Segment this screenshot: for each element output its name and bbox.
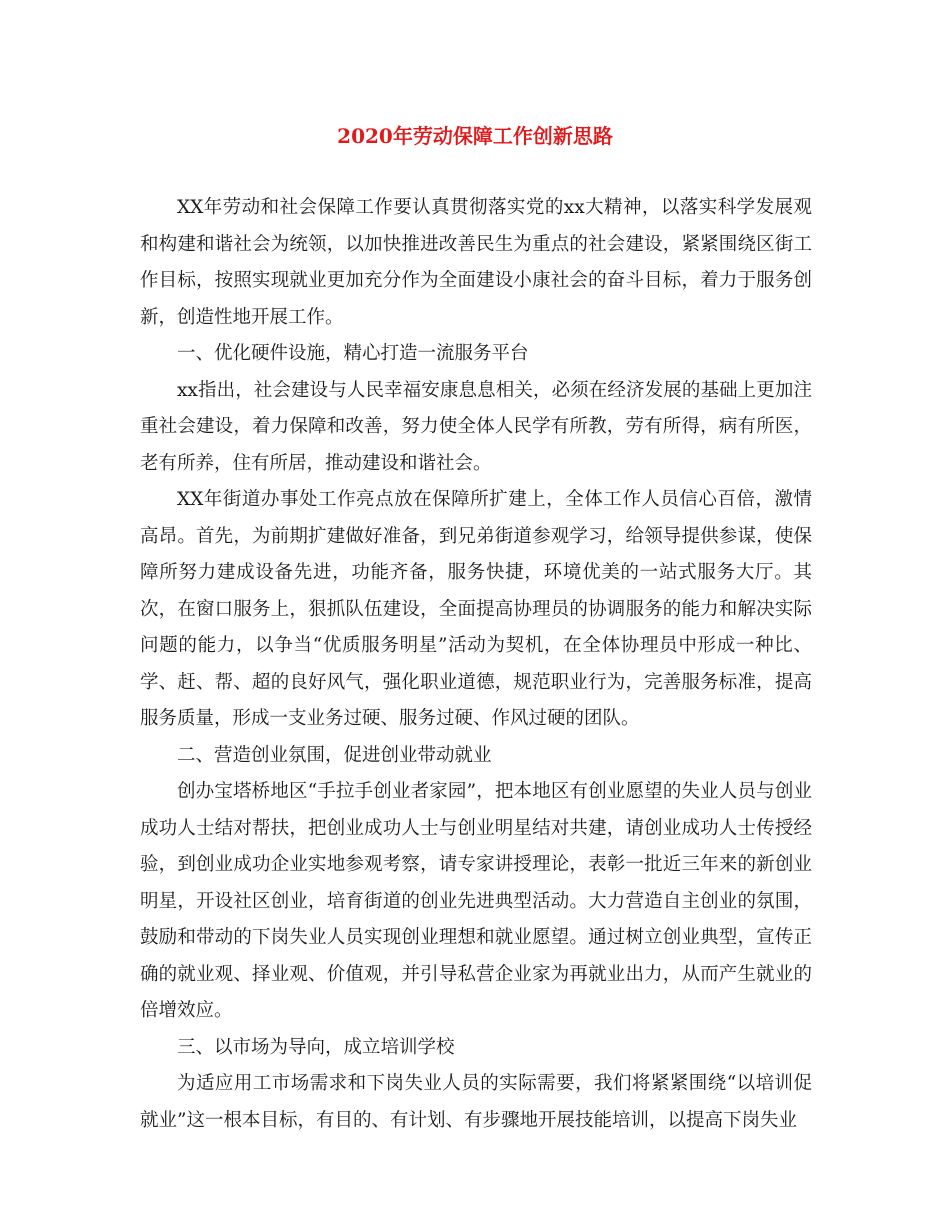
document-body bbox=[140, 190, 812, 1139]
paragraph-intro: XX年劳动和社会保障工作要认真贯彻落实党的xx大精神，以落实科学发展观和构建和谐社会为统领，以加快推进改善民生为重点的社会建设，紧紧围绕区街工作目标，按照实现就业更加充分作为全面建设小康社会的奋斗目标，着力于服务创新，创造性地开展工作。 bbox=[140, 197, 812, 328]
section-heading-3: 三、以市场为导向，成立培训学校 bbox=[177, 1036, 455, 1058]
section-heading-2: 二、营造创业氛围，促进创业带动就业 bbox=[177, 744, 492, 766]
paragraph: xx指出，社会建设与人民幸福安康息息相关，必须在经济发展的基础上更加注重社会建设，着力保障和改善，努力使全体人民学有所教，劳有所得，病有所医，老有所养，住有所居，推动建设和谐社会。 bbox=[140, 379, 812, 474]
paragraph: 创办宝塔桥地区“手拉手创业者家园”，把本地区有创业愿望的失业人员与创业成功人士结对帮扶，把创业成功人士与创业明星结对共建，请创业成功人士传授经验，到创业成功企业实地参观考察，请专家讲授理论，表彰一批近三年来的新创业明星，开设社区创业，培育街道的创业先进典型活动。大力营造自主创业的氛围，鼓励和带动的下岗失业人员实现创业理想和就业愿望。通过树立创业典型，宣传正确的就业观、择业观、价值观，并引导私营企业家为再就业出力，从而产生就业的倍增效应。 bbox=[140, 781, 812, 1021]
section-heading-1: 一、优化硬件设施，精心打造一流服务平台 bbox=[177, 343, 529, 364]
paragraph: XX年街道办事处工作亮点放在保障所扩建上，全体工作人员信心百倍，激情高昂。首先，为前期扩建做好准备，到兄弟街道参观学习，给领导提供参谋，使保障所努力建成设备先进，功能齐备，服务快捷，环境优美的一站式服务大厅。其次，在窗口服务上，狠抓队伍建设，全面提高协理员的协调服务的能力和解决实际问题的能力，以争当“优质服务明星”活动为契机，在全体协理员中形成一种比、学、赶、帮、超的良好风气，强化职业道德，规范职业行为，完善服务标准，提高服务质量，形成一支业务过硬、服务过硬、作风过硬的团队。 bbox=[140, 489, 812, 729]
paragraph: 为适应用工市场需求和下岗失业人员的实际需要，我们将紧紧围绕“以培训促就业”这一根本目标，有目的、有计划、有步骤地开展技能培训，以提高下岗失业 bbox=[140, 1073, 812, 1131]
document-title: 2020年劳动保障工作创新思路 bbox=[337, 124, 613, 148]
